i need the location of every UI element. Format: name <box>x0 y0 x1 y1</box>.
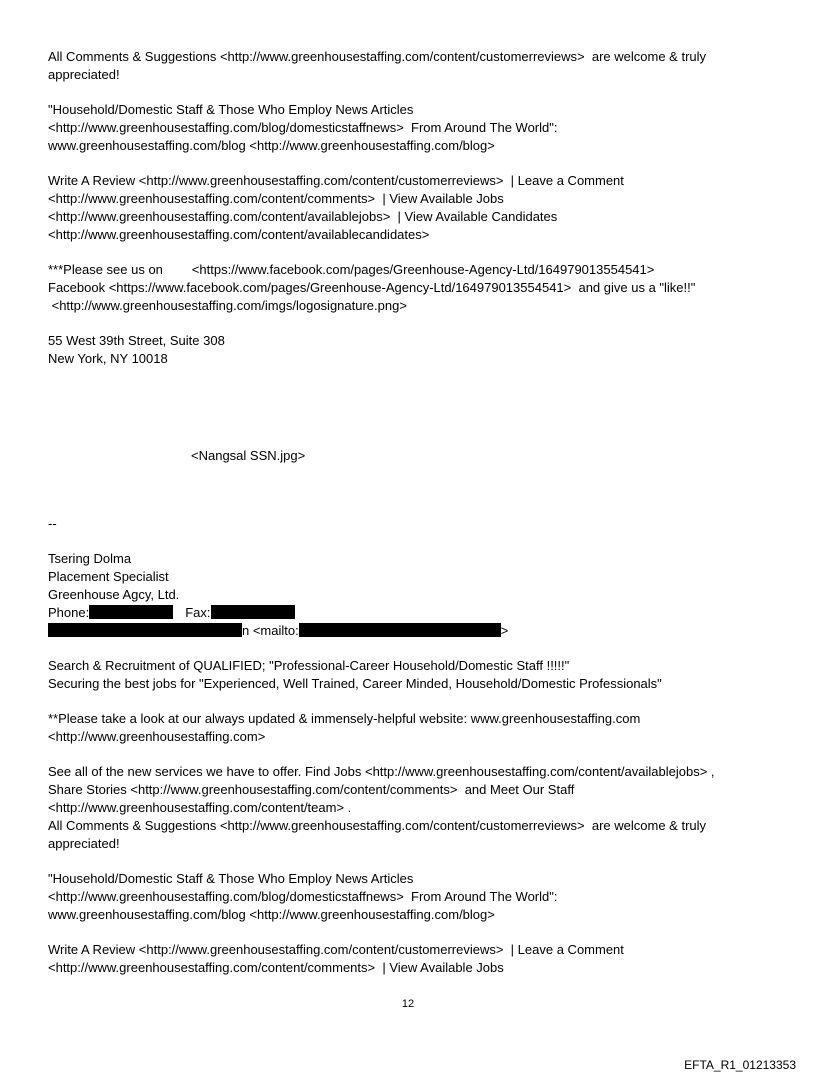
signature-name: Tsering Dolma <box>48 551 132 566</box>
text-line: <http://www.greenhousestaffing.com/content/availablejobs> | View Available Candidates <box>48 209 558 224</box>
news-paragraph <box>48 101 788 155</box>
text-line: www.greenhousestaffing.com/blog <http://www.greenhousestaffing.com/blog> <box>48 138 495 153</box>
text-line: appreciated! <box>48 67 120 82</box>
comments-paragraph <box>48 48 788 84</box>
text-line: <http://www.greenhousestaffing.com/content/team> . <box>48 800 352 815</box>
redaction-box <box>48 623 242 637</box>
signature-separator <box>48 515 788 533</box>
review-paragraph <box>48 172 788 244</box>
page-number: 12 <box>401 998 415 1010</box>
text-line: Securing the best jobs for "Experienced, Well Trained, Career Minded, Household/Domestic Professionals" <box>48 676 662 691</box>
signature-title: Placement Specialist <box>48 569 169 584</box>
search-paragraph <box>48 657 788 693</box>
address-paragraph <box>48 332 788 368</box>
text-line: New York, NY 10018 <box>48 351 168 366</box>
text-line: <http://www.greenhousestaffing.com/blog/domesticstaffnews> From Around The World": <box>48 889 558 904</box>
signature-email <box>48 622 788 640</box>
text-line: Write A Review <http://www.greenhousestaffing.com/content/customerreviews> | Leave a Comment <box>48 942 624 957</box>
document-id: EFTA_R1_01213353 <box>684 1058 796 1072</box>
facebook-paragraph <box>48 261 788 315</box>
text-line: All Comments & Suggestions <http://www.greenhousestaffing.com/content/customerreviews> are welcome & truly <box>48 49 707 64</box>
text-line: All Comments & Suggestions <http://www.greenhousestaffing.com/content/customerreviews> are welcome & truly <box>48 818 707 833</box>
text-line: appreciated! <box>48 836 120 851</box>
text-line: "Household/Domestic Staff & Those Who Employ News Articles <box>48 871 414 886</box>
services-paragraph <box>48 763 788 853</box>
text-line: <http://www.greenhousestaffing.com/blog/domesticstaffnews> From Around The World": <box>48 120 558 135</box>
email-mailto-text: n <mailto: <box>242 623 299 638</box>
email-close-text: > <box>500 623 509 638</box>
text-line: www.greenhousestaffing.com/blog <http://www.greenhousestaffing.com/blog> <box>48 907 495 922</box>
text-line: <http://www.greenhousestaffing.com/imgs/logosignature.png> <box>48 298 407 313</box>
text-line: ***Please see us on <https://www.facebook.com/pages/Greenhouse-Agency-Ltd/164979013554541> <box>48 262 655 277</box>
redaction-box <box>211 605 295 619</box>
separator-text: -- <box>48 516 57 531</box>
text-line: Write A Review <http://www.greenhousestaffing.com/content/customerreviews> | Leave a Comment <box>48 173 624 188</box>
website-paragraph <box>48 710 788 746</box>
image-attachment-placeholder: <Nangsal SSN.jpg> <box>191 448 306 463</box>
text-line: Search & Recruitment of QUALIFIED; "Professional-Career Household/Domestic Staff !!!!!" <box>48 658 570 673</box>
text-line: Share Stories <http://www.greenhousestaffing.com/content/comments> and Meet Our Staff <box>48 782 575 797</box>
text-line: 55 West 39th Street, Suite 308 <box>48 333 225 348</box>
text-line: **Please take a look at our always updated & immensely-helpful website: www.greenhousestaffing.com <box>48 711 641 726</box>
fax-label: Fax: <box>185 605 211 620</box>
text-line: <http://www.greenhousestaffing.com/content/comments> | View Available Jobs <box>48 960 504 975</box>
text-line: Facebook <https://www.facebook.com/pages/Greenhouse-Agency-Ltd/164979013554541> and give us a "like!!" <box>48 280 696 295</box>
redaction-box <box>89 605 173 619</box>
news-paragraph-2 <box>48 870 788 924</box>
signature-company: Greenhouse Agcy, Ltd. <box>48 587 180 602</box>
phone-label: Phone: <box>48 605 90 620</box>
review-paragraph-2 <box>48 941 788 977</box>
signature-block <box>48 550 788 640</box>
email-body <box>48 48 788 994</box>
text-line: <http://www.greenhousestaffing.com/content/availablecandidates> <box>48 227 430 242</box>
signature-phone-fax <box>48 604 788 622</box>
text-line: See all of the new services we have to offer. Find Jobs <http://www.greenhousestaffing.com/content/availablejobs> , <box>48 764 715 779</box>
text-line: "Household/Domestic Staff & Those Who Employ News Articles <box>48 102 414 117</box>
redaction-box <box>299 623 501 637</box>
text-line: <http://www.greenhousestaffing.com/content/comments> | View Available Jobs <box>48 191 504 206</box>
text-line: <http://www.greenhousestaffing.com> <box>48 729 266 744</box>
